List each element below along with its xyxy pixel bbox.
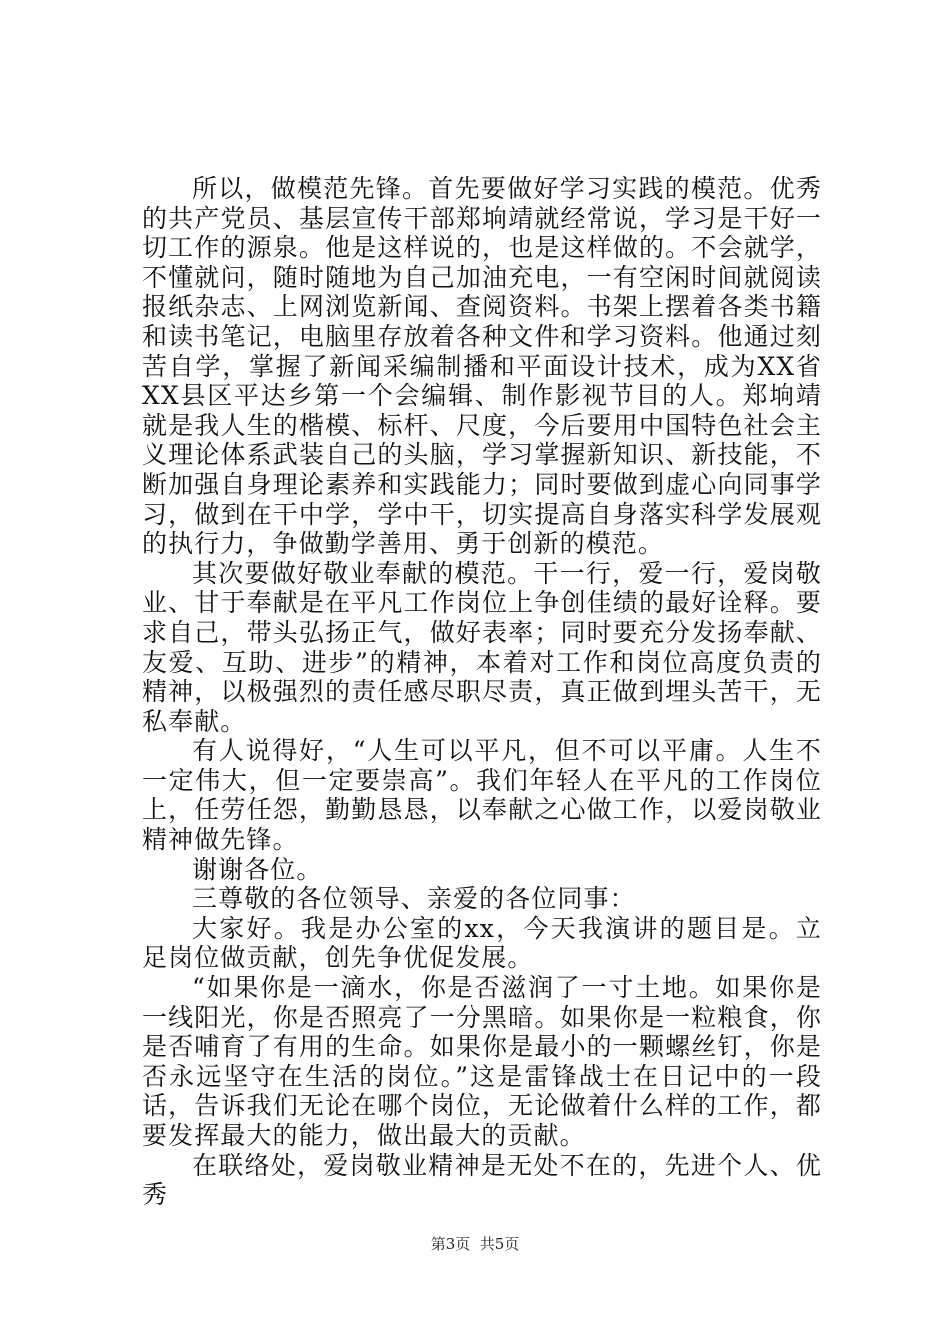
paragraph-dedication-model: 其次要做好敬业奉献的模范。干一行，爱一行，爱岗敬业、甘于奉献是在平凡工作岗位上争创佳绩的最好诠释。要求自己，带头弘扬正气，做好表率；同时要充分发扬奉献、友爱、互助、进步”的精神，本着对工作和岗位高度负责的精神，以极强烈的责任感尽职尽责，真正做到埋头苦干，无私奉献。 [142,558,822,736]
paragraph-leifeng-quote: “如果你是一滴水，你是否滋润了一寸土地。如果你是一线阳光，你是否照亮了一分黑暗。如果你是一粒粮食，你是否哺育了有用的生命。如果你是最小的一颗螺丝钉，你是否永远坚守在生活的岗位。”这是雷锋战士在日记中的一段话，告诉我们无论在哪个岗位，无论做着什么样的工作，都要发挥最大的能力，做出最大的贡献。 [142,973,822,1150]
paragraph-thanks: 谢谢各位。 [192,854,323,884]
paragraph-liaison-office: 在联络处，爱岗敬业精神是无处不在的，先进个人、优秀 [142,1150,822,1210]
paragraph-introduction: 大家好。我是办公室的xx，今天我演讲的题目是。立足岗位做贡献，创先争优促发展。 [142,913,822,973]
page-number-label: 第3页 共5页 [430,1235,520,1253]
paragraph-greeting: 三尊敬的各位领导、亲爱的各位同事： [192,884,636,914]
page-footer [0,1234,950,1254]
paragraph-quote-ordinary: 有人说得好，“人生可以平凡，但不可以平庸。人生不一定伟大，但一定要崇高”。我们年轻人在平凡的工作岗位上，任劳任怨，勤勤恳恳，以奉献之心做工作，以爱岗敬业精神做先锋。 [142,736,822,855]
paragraph-study-model: 所以，做模范先锋。首先要做好学习实践的模范。优秀的共产党员、基层宣传干部郑垧靖就经常说，学习是干好一切工作的源泉。他是这样说的，也是这样做的。不会就学，不懂就问，随时随地为自己加油充电，一有空闲时间就阅读报纸杂志、上网浏览新闻、查阅资料。书架上摆着各类书籍和读书笔记，电脑里存放着各种文件和学习资料。他通过刻苦自学，掌握了新闻采编制播和平面设计技术，成为XX省XX县区平达乡第一个会编辑、制作影视节目的人。郑垧靖就是我人生的楷模、标杆、尺度，今后要用中国特色社会主义理论体系武装自己的头脑，学习掌握新知识、新技能，不断加强自身理论素养和实践能力；同时要做到虚心向同事学习，做到在干中学，学中干，切实提高自身落实科学发展观的执行力，争做勤学善用、勇于创新的模范。 [142,174,822,559]
document-body [142,174,822,1210]
